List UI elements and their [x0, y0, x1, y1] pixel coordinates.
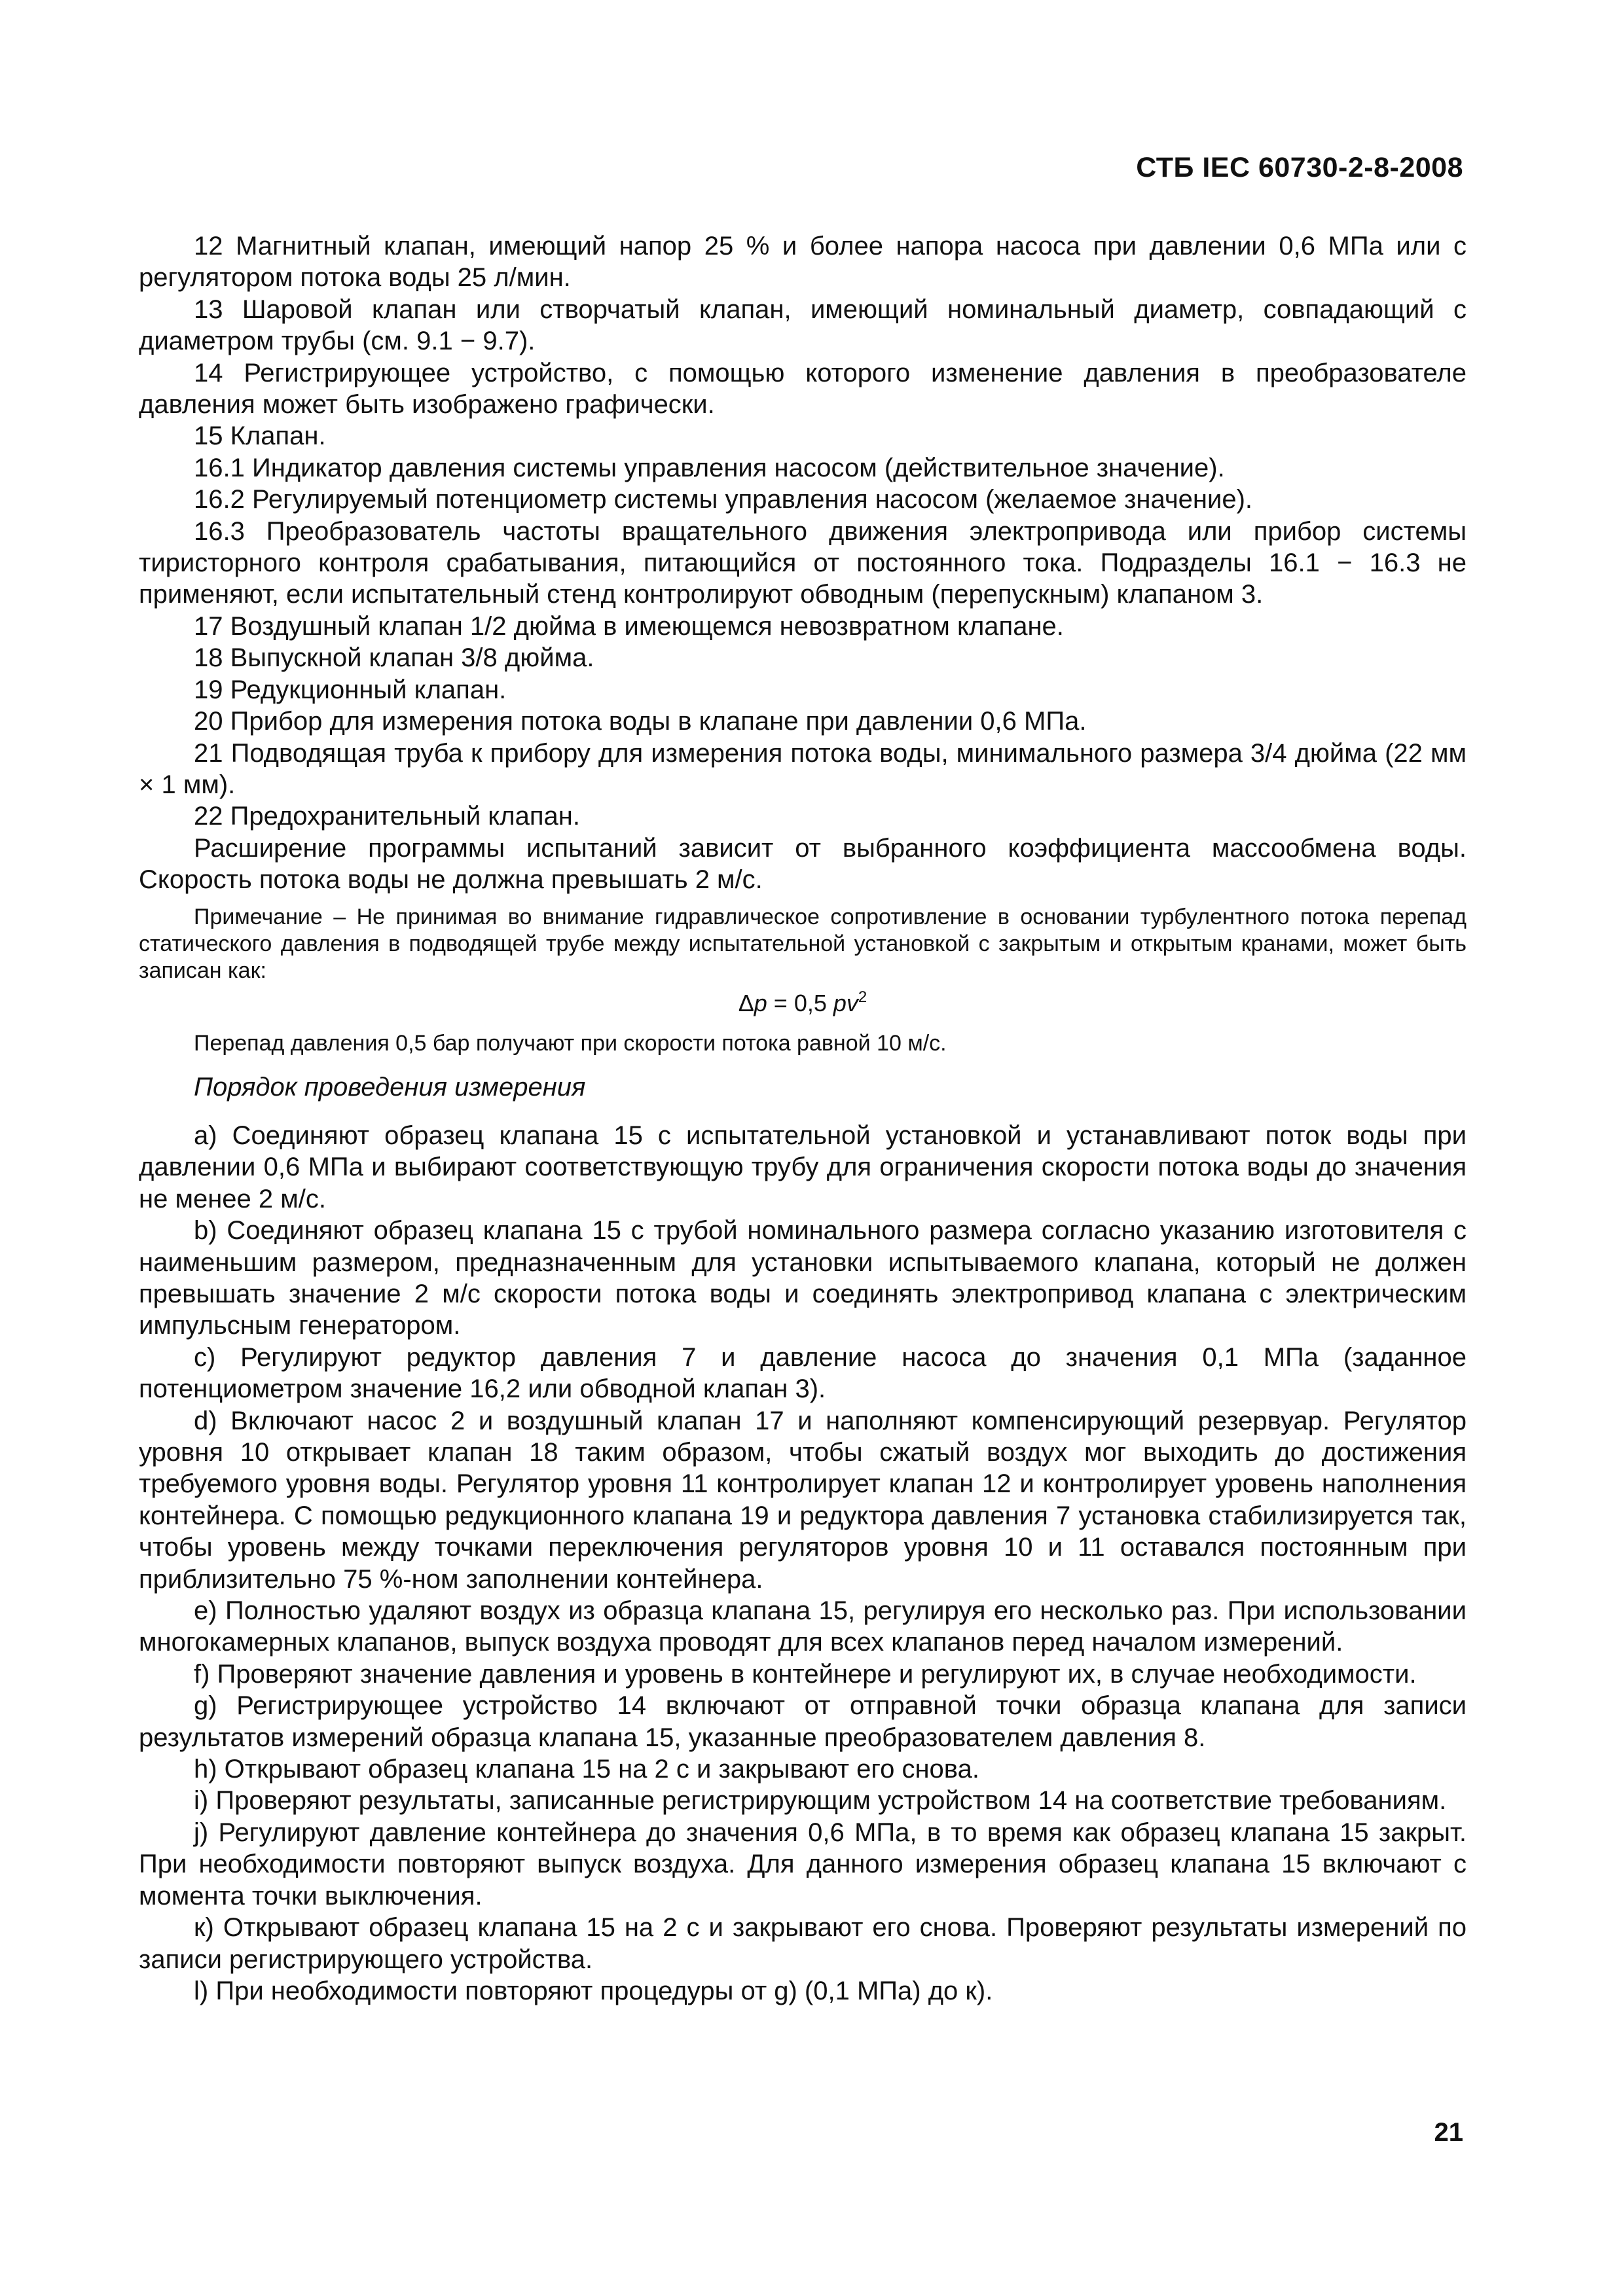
note-text: Примечание – Не принимая во внимание гидравлическое сопротивление в основании турбулентного потока перепад статического давления в подводящей трубе между испытательной установкой с закрытым и открытым кранами, может быть записан как: — [139, 904, 1467, 983]
procedure-step-a: а) Соединяют образец клапана 15 с испытательной установкой и устанавливают поток воды при давлении 0,6 МПа и выбирают соответствующую трубу для ограничения скорости потока воды до значения не менее 2 м/с. — [139, 1121, 1467, 1213]
procedure-step-d: d) Включают насос 2 и воздушный клапан 17 и наполняют компенсирующий резервуар. Регулятор уровня 10 открывает клапан 18 таким образом, чтобы сжатый воздух мог выходить до достижения требуемого уровня воды. Регулятор уровня 11 контролирует клапан 12 и контролирует уровень наполнения контейнера. С помощью редукционного клапана 19 и редуктора давления 7 установка стабилизируется так, чтобы уровень между точками переключения регуляторов уровня 10 и 11 оставался постоянным при приблизительно 75 %-ном заполнении контейнера. — [139, 1406, 1467, 1594]
procedure-step-j: j) Регулируют давление контейнера до значения 0,6 МПа, в то время как образец клапана 15 закрыт. При необходимости повторяют выпуск воздуха. Для данного измерения образец клапана 15 включают с момента точки выключения. — [139, 1818, 1467, 1910]
formula-delta: Δ — [738, 989, 754, 1016]
list-item-13: 13 Шаровой клапан или створчатый клапан, имеющий номинальный диаметр, совпадающий с диаметром трубы (см. 9.1 − 9.7). — [139, 295, 1467, 356]
page-number: 21 — [1434, 2118, 1463, 2147]
list-item-20: 20 Прибор для измерения потока воды в клапане при давлении 0,6 МПа. — [194, 707, 1087, 736]
document-code: СТБ IEC 60730-2-8-2008 — [1136, 152, 1463, 183]
list-item-18: 18 Выпускной клапан 3/8 дюйма. — [194, 643, 594, 673]
procedure-step-f: f) Проверяют значение давления и уровень в контейнере и регулируют их, в случае необходимости. — [194, 1659, 1417, 1689]
list-item-19: 19 Редукционный клапан. — [194, 675, 507, 704]
formula-variable-p: p — [754, 989, 767, 1016]
test-program-paragraph: Расширение программы испытаний зависит от выбранного коэффициента массообмена воды. Скорость потока воды не должна превышать 2 м/с. — [139, 833, 1467, 895]
list-item-21: 21 Подводящая труба к прибору для измерения потока воды, минимального размера 3/4 дюйма (22 мм × 1 мм). — [139, 738, 1467, 799]
formula-variable-pv: pv — [833, 989, 858, 1016]
list-item-22: 22 Предохранительный клапан. — [194, 802, 580, 831]
formula-exponent: 2 — [858, 988, 867, 1006]
procedure-step-b: b) Соединяют образец клапана 15 с трубой номинального размера согласно указанию изготовителя с наименьшим размером, предназначенным для установки испытываемого клапана, который не должен превышать значение 2 м/с скорости потока воды и соединять электропривод клапана с электрическим импульсным генератором. — [139, 1216, 1467, 1340]
procedure-heading: Порядок проведения измерения — [194, 1072, 586, 1102]
list-item-14: 14 Регистрирующее устройство, с помощью которого изменение давления в преобразователе давления может быть изображено графически. — [139, 358, 1467, 420]
list-item-16-1: 16.1 Индикатор давления системы управления насосом (действительное значение). — [194, 453, 1225, 482]
pressure-formula — [139, 987, 1467, 1020]
procedure-step-h: h) Открывают образец клапана 15 на 2 с и закрывают его снова. — [194, 1755, 979, 1784]
procedure-step-l: l) При необходимости повторяют процедуры от g) (0,1 МПа) до к). — [194, 1976, 993, 2005]
document-body — [139, 230, 1467, 2007]
procedure-step-i: i) Проверяют результаты, записанные регистрирующим устройством 14 на соответствие требованиям. — [194, 1786, 1447, 1816]
list-item-12: 12 Магнитный клапан, имеющий напор 25 % и более напора насоса при давлении 0,6 МПа или с регулятором потока воды 25 л/мин. — [139, 232, 1467, 293]
list-item-17: 17 Воздушный клапан 1/2 дюйма в имеющемся невозвратном клапане. — [194, 611, 1064, 641]
procedure-step-k: к) Открывают образец клапана 15 на 2 с и закрывают его снова. Проверяют результаты измерений по записи регистрирующего устройства. — [139, 1913, 1467, 1974]
procedure-step-g: g) Регистрирующее устройство 14 включают от отправной точки образца клапана для записи результатов измерений образца клапана 15, указанные преобразователем давления 8. — [139, 1691, 1467, 1752]
procedure-step-e: е) Полностью удаляют воздух из образца клапана 15, регулируя его несколько раз. При использовании многокамерных клапанов, выпуск воздуха проводят для всех клапанов перед началом измерений. — [139, 1596, 1467, 1657]
list-item-15: 15 Клапан. — [194, 422, 326, 451]
procedure-step-c: с) Регулируют редуктор давления 7 и давление насоса до значения 0,1 МПа (заданное потенциометром значение 16,2 или обводной клапан 3). — [139, 1342, 1467, 1404]
formula-equals: = 0,5 — [767, 989, 833, 1016]
list-item-16-2: 16.2 Регулируемый потенциометр системы управления насосом (желаемое значение). — [194, 485, 1253, 514]
note-continuation: Перепад давления 0,5 бар получают при скорости потока равной 10 м/с. — [194, 1030, 947, 1056]
list-item-16-3: 16.3 Преобразователь частоты вращательного движения электропривода или прибор системы тиристорного контроля срабатывания, питающийся от постоянного тока. Подразделы 16.1 − 16.3 не применяют, если испытательный стенд контролируют обводным (перепускным) клапаном 3. — [139, 516, 1467, 609]
